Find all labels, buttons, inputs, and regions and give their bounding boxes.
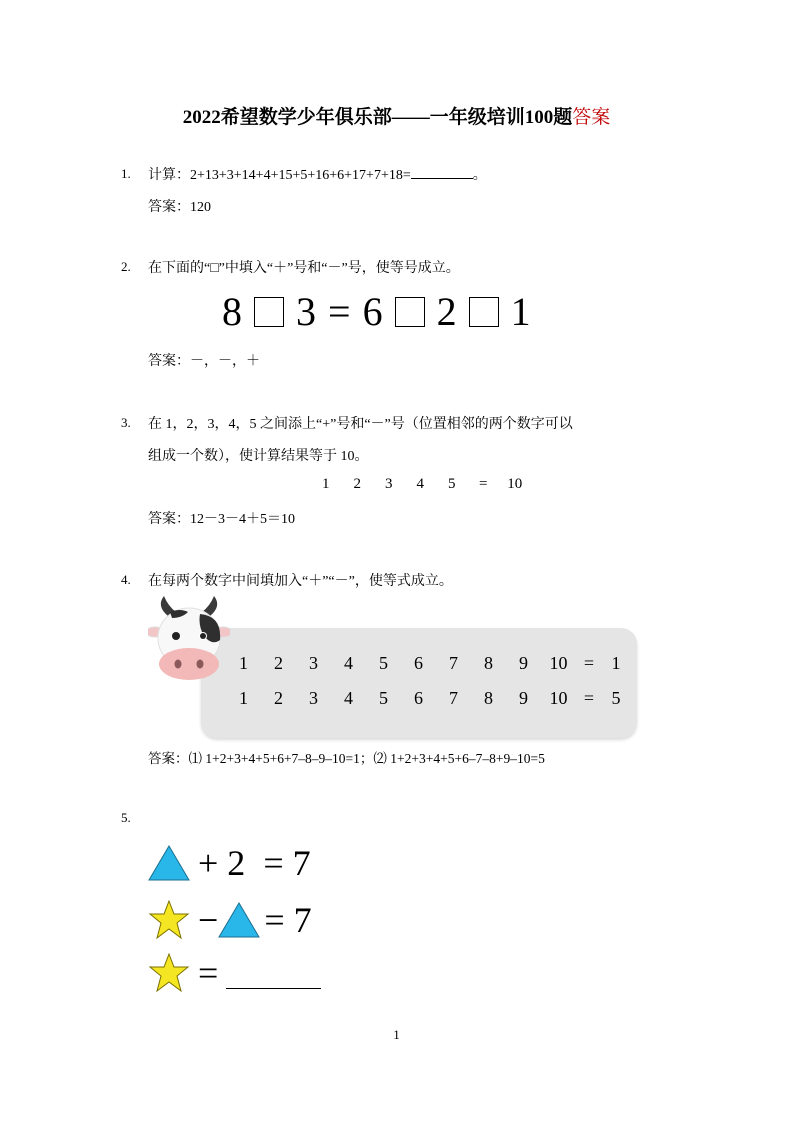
question-5-line-3: [148, 952, 321, 994]
line-2-minus: −: [198, 900, 219, 940]
question-4-number: 4.: [121, 572, 131, 587]
line-1-plus-two: + 2: [198, 843, 246, 883]
row-item: 3: [385, 476, 393, 492]
answer-blank: [226, 958, 321, 989]
question-5-line-2: [148, 899, 312, 941]
row-item: 7: [449, 653, 458, 673]
row-item: 5: [611, 688, 621, 708]
eq-number: 8: [222, 289, 242, 334]
row-item: 2: [274, 688, 283, 708]
number-panel: [201, 628, 637, 738]
star-icon: [148, 900, 190, 940]
row-item: 4: [344, 653, 353, 673]
row-item: 8: [484, 653, 493, 673]
question-4-text: 在每两个数字中间填加入“＋”“－”，使等式成立。: [148, 574, 453, 589]
row-item: =: [583, 688, 595, 708]
question-3-number: 3.: [121, 415, 131, 430]
row-item: 6: [414, 688, 423, 708]
question-3-row: [310, 476, 531, 493]
row-item: 10: [549, 653, 568, 673]
row-item: 9: [519, 688, 528, 708]
eq-equals: =: [328, 289, 351, 334]
row-item: 7: [449, 688, 458, 708]
star-icon: [148, 953, 190, 993]
line-3-equals: =: [198, 953, 219, 993]
row-item: =: [479, 476, 488, 492]
question-3-text-line2: 组成一个数），使计算结果等于 10。: [148, 449, 369, 464]
cow-icon: [148, 594, 230, 686]
line-2-equals: = 7: [264, 900, 312, 940]
triangle-icon: [148, 845, 190, 881]
row-item: 2: [274, 653, 283, 673]
row-item: 1: [322, 476, 330, 492]
row-item: 3: [309, 688, 318, 708]
question-2-answer: 答案：－，－，＋: [148, 354, 260, 369]
row-item: 5: [448, 476, 456, 492]
question-1-expression: 计算：2+13+3+14+4+15+5+16+6+17+7+18=: [148, 168, 411, 183]
eq-number: 3: [296, 289, 316, 334]
row-item: 10: [549, 688, 568, 708]
row-item: 2: [353, 476, 361, 492]
row-item: 1: [611, 653, 621, 673]
row-item: 1: [239, 653, 248, 673]
question-4-answer: 答案：⑴ 1+2+3+4+5+6+7–8–9–10=1；⑵ 1+2+3+4+5+6–7–8+9–10=5: [148, 751, 545, 766]
page-number: 1: [393, 1027, 400, 1042]
question-5-line-1: [148, 842, 311, 884]
row-item: 5: [379, 653, 388, 673]
question-3-text-line1: 在 1，2，3，4，5 之间添上“+”号和“－”号（位置相邻的两个数字可以: [148, 417, 573, 432]
row-item: 5: [379, 688, 388, 708]
row-item: 9: [519, 653, 528, 673]
row-item: =: [583, 653, 595, 673]
row-item: 4: [344, 688, 353, 708]
row-item: 3: [309, 653, 318, 673]
number-row-2: [226, 688, 630, 709]
page-title: [0, 102, 793, 129]
fill-box: [469, 297, 499, 327]
question-1-answer: 答案：120: [148, 200, 211, 215]
question-1-text: [148, 164, 487, 184]
question-3-answer: 答案：12－3－4＋5＝10: [148, 512, 295, 527]
eq-number: 1: [510, 289, 531, 334]
question-1-end: 。: [472, 168, 487, 183]
question-5-number: 5.: [121, 810, 131, 825]
answer-blank: [411, 166, 473, 179]
row-item: 10: [507, 476, 523, 492]
fill-box: [254, 297, 284, 327]
question-2-number: 2.: [121, 259, 131, 274]
question-2-equation: [222, 288, 531, 335]
row-item: 1: [239, 688, 248, 708]
title-main: 2022希望数学少年俱乐部——一年级培训100题: [182, 107, 573, 128]
number-row-1: [226, 653, 630, 674]
fill-box: [395, 297, 425, 327]
eq-number: 2: [436, 289, 457, 334]
triangle-icon: [218, 902, 260, 938]
question-2-text: 在下面的“□”中填入“＋”号和“－”号，使等号成立。: [148, 261, 460, 276]
eq-number: 6: [362, 289, 383, 334]
title-answer: 答案: [572, 107, 611, 128]
question-1-number: 1.: [121, 166, 131, 181]
line-1-equals: = 7: [263, 843, 311, 883]
row-item: 4: [416, 476, 424, 492]
row-item: 8: [484, 688, 493, 708]
row-item: 6: [414, 653, 423, 673]
